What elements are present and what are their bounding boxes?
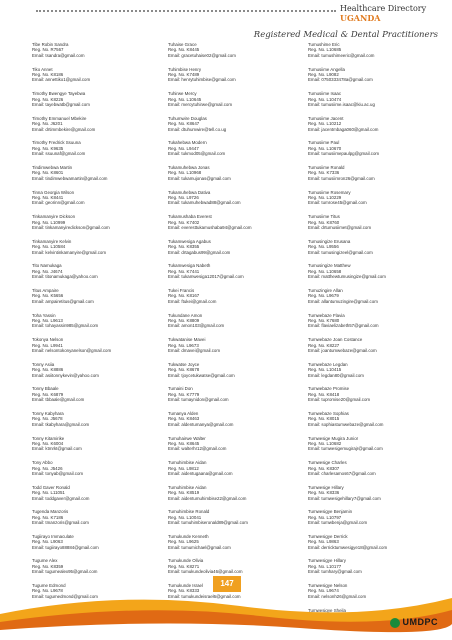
- registration-number: Reg. No. K5656: [32, 293, 64, 299]
- practitioner-email: Email: tumukundeolivia46@gmail.com: [168, 569, 243, 575]
- registration-number: Reg. No. L9679: [308, 293, 339, 299]
- registration-number: Reg. No. L10797: [308, 514, 342, 520]
- practitioner-entry: [308, 436, 448, 461]
- registration-number: Reg. No. K8647: [168, 121, 200, 127]
- practitioner-email: Email: tumhary@gmail.com: [308, 569, 362, 575]
- page-header: [0, 0, 452, 24]
- registration-number: Reg. No. K8886: [32, 367, 64, 373]
- practitioner-name: Tumusiime Rosemary: [308, 189, 351, 195]
- practitioner-email: Email: tinkamanyiredickson@gmail.com: [32, 224, 110, 230]
- practitioner-entry: [308, 42, 448, 67]
- practitioner-email: Email: jacentmbaga060@gmail.com: [308, 126, 379, 132]
- practitioner-name: Tiko Annet: [32, 66, 53, 72]
- practitioner-email: Email: tsandra@gmail.com: [32, 52, 85, 58]
- practitioner-email: Email: nelsontokonyanelson@gmail.com: [32, 347, 112, 353]
- registration-number: Reg. No. L9673: [168, 342, 199, 348]
- practitioner-email: Email: titonamukaga@yahoo.com: [32, 274, 98, 280]
- practitioner-name: Tugenda Manzoris: [32, 509, 69, 515]
- practitioner-name: Tumusiime Paul: [308, 140, 340, 146]
- practitioner-email: Email: tbbaale@gmail.com: [32, 397, 85, 403]
- directory-title-highlight: UGANDA: [340, 13, 381, 23]
- practitioner-entry: [32, 386, 172, 411]
- practitioner-email: Email: tonyab@gmail.com: [32, 470, 84, 476]
- practitioner-entry: [308, 411, 448, 436]
- registration-number: Reg. No. L9447: [168, 145, 199, 151]
- registration-number: Reg. No. K8760: [308, 219, 340, 225]
- practitioner-email: Email: georinn@gmail.com: [32, 200, 85, 206]
- practitioner-email: Email: tindimwebwamartin@gmail.com: [32, 175, 108, 181]
- practitioner-email: Email: tumaynidon@gmail.com: [168, 397, 229, 403]
- practitioner-name: Tumwesigye Derrick: [308, 533, 348, 539]
- practitioner-email: Email: tumusiimron26@gmail.com: [308, 175, 375, 181]
- practitioner-email: Email: tugiirayo88884@gmail.com: [32, 544, 99, 550]
- practitioner-entry: [308, 534, 448, 559]
- practitioner-name: Tumwesige Hillary: [308, 484, 344, 490]
- practitioner-name: Tugume Alex: [32, 558, 58, 564]
- practitioner-entry: [168, 485, 308, 510]
- practitioner-name: Tukwatanise Mavei: [168, 337, 206, 343]
- practitioner-name: Tukamwesiga Nabeth: [168, 263, 211, 269]
- practitioner-name: Tuhaise Grace: [168, 42, 197, 47]
- umdpc-emblem-icon: [390, 618, 400, 628]
- practitioner-name: Tumusiime Ronald: [308, 164, 345, 170]
- practitioner-name: Tumwesigye Sheila: [308, 607, 346, 613]
- practitioner-name: Tony Abbo: [32, 460, 53, 466]
- practitioner-name: Tumwesige Mugira Junior: [308, 435, 359, 441]
- practitioner-name: Tukamuhebwa Dativa: [168, 189, 211, 195]
- practitioner-name: Tumwebaze Joan Costance: [308, 337, 363, 343]
- registration-number: Reg. No. K8445: [168, 47, 200, 53]
- practitioner-entry: [168, 362, 308, 387]
- registration-number: Reg. No. K8227: [308, 342, 340, 348]
- practitioner-entry: [32, 362, 172, 387]
- registration-number: Reg. No. J6201: [32, 121, 63, 127]
- registration-number: Reg. No. L10658: [308, 268, 342, 274]
- practitioner-name: Tinkamanyire Kelvin: [32, 238, 72, 244]
- practitioner-email: Email: drtumusiimet@gmail.com: [308, 224, 372, 230]
- practitioner-name: Tinna Georgia Wilson: [32, 189, 75, 195]
- practitioner-name: Tumuhimbise Aidan: [168, 484, 207, 490]
- practitioner-email: Email: matthewtumusingize@gmail.com: [308, 274, 386, 280]
- practitioner-name: Tumusiime Angella: [308, 66, 345, 72]
- registration-number: Reg. No. K8418: [308, 391, 340, 397]
- practitioner-entry: [168, 534, 308, 559]
- practitioner-name: Titus Ampaire: [32, 287, 59, 293]
- registration-number: Reg. No. K8601: [32, 170, 64, 176]
- practitioner-name: Tumushime Eric: [308, 42, 340, 47]
- registration-number: Reg. No. L10682: [308, 440, 342, 446]
- practitioner-entry: [168, 214, 308, 239]
- registration-number: Reg. No. L9625: [168, 539, 199, 545]
- registration-number: Reg. No. K8441: [32, 194, 64, 200]
- practitioner-name: Tumwebaze Legdan: [308, 361, 348, 367]
- practitioner-email: Email: kelvintinkamanyire@gmail.com: [32, 249, 106, 255]
- practitioner-email: Email: henrytuhimbise@gmail.com: [168, 77, 236, 83]
- practitioner-email: Email: tukamuhebwad88@gmail.com: [168, 200, 241, 206]
- registration-number: Reg. No. K8678: [168, 367, 200, 373]
- practitioner-entry: [32, 313, 172, 338]
- registration-number: Reg. No. L9863: [308, 539, 339, 545]
- practitioner-name: Tukwatse Joyce: [168, 361, 200, 367]
- practitioner-email: Email: annettiko1@gmail.com: [32, 77, 91, 83]
- practitioner-name: Tumusiime Jacent: [308, 115, 344, 121]
- registration-number: Reg. No. L9674: [308, 588, 339, 594]
- registration-number: Reg. No. K9635: [32, 145, 64, 151]
- practitioner-email: Email: charlesamos67@gmail.com: [308, 470, 376, 476]
- practitioner-entry: [168, 67, 308, 92]
- practitioner-entry: [168, 190, 308, 215]
- practitioner-entry: [308, 460, 448, 485]
- practitioner-entry: [168, 140, 308, 165]
- practitioner-name: Tuhumwire Douglas: [168, 115, 207, 121]
- practitioner-name: Tumwesigye Hillary: [308, 558, 346, 564]
- practitioner-email: Email: drtimmbekire@gmail.com: [32, 126, 96, 132]
- practitioner-name: Tonny Asiia: [32, 361, 55, 367]
- practitioner-entry: [168, 165, 308, 190]
- practitioner-email: Email: tohayassin985@gmail.com: [32, 323, 99, 329]
- practitioner-email: Email: tumusingizeel@gmail.com: [308, 249, 373, 255]
- footer-logo: [390, 617, 439, 628]
- registration-number: Reg. No. L10999: [32, 219, 66, 225]
- practitioner-email: Email: ampairetitus@gmail.com: [32, 298, 94, 304]
- practitioner-email: Email: allantumuzingire@gmail.com: [308, 298, 378, 304]
- practitioner-email: Email: tukmod05@gmail.com: [168, 151, 226, 157]
- practitioner-entry: [308, 239, 448, 264]
- registration-number: Reg. No. L9812: [168, 465, 199, 471]
- practitioner-email: Email: ktmrkt@gmail.com: [32, 446, 82, 452]
- registration-number: Reg. No. K8307: [308, 465, 340, 471]
- practitioner-name: Tumanya Alden: [168, 410, 199, 416]
- practitioner-name: Toha Yassin: [32, 312, 56, 318]
- page-number: 147: [213, 576, 241, 592]
- registration-number: Reg. No. K8809: [168, 317, 200, 323]
- practitioner-entry: [308, 337, 448, 362]
- practitioner-entry: [168, 436, 308, 461]
- footer-wave: [0, 584, 452, 640]
- practitioner-entry: [168, 42, 308, 67]
- practitioner-email: Email: aldentumanya@gmail.com: [168, 421, 234, 427]
- registration-number: Reg. No. K8519: [168, 490, 200, 496]
- practitioner-email: Email: dmavei@gmail.com: [168, 347, 221, 353]
- registration-number: Reg. No. K6004: [32, 440, 64, 446]
- practitioner-entry: [308, 558, 448, 583]
- practitioner-email: Email: walterhr12@gmail.com: [168, 446, 227, 452]
- registration-number: Reg. No. L9556: [308, 244, 339, 250]
- practitioner-email: Email: asiitonnykevin@yahoo.com: [32, 372, 99, 378]
- registration-number: Reg. No. L11051: [32, 490, 65, 496]
- practitioner-name: Tumuhimbise Ronald: [168, 509, 210, 515]
- practitioner-name: Tumusiime Titus: [308, 214, 340, 220]
- registration-number: Reg. No. L10212: [308, 121, 342, 127]
- practitioner-entry: [168, 386, 308, 411]
- practitioner-email: Email: drtagabus99@gmail.com: [168, 249, 231, 255]
- practitioner-entry: [308, 263, 448, 288]
- practitioner-entry: [32, 460, 172, 485]
- practitioner-name: Timothy Bwengye Tayebwa: [32, 91, 86, 97]
- practitioner-email: Email: nelsonh26@gmail.com: [308, 593, 367, 599]
- registration-number: Reg. No. K8333: [168, 588, 200, 594]
- practitioner-entry: [32, 411, 172, 436]
- registration-number: Reg. No. R7567: [32, 47, 64, 53]
- practitioner-name: Tibe Robin Sandra: [32, 42, 69, 47]
- registration-number: Reg. No. K7680: [308, 317, 340, 323]
- registration-number: Reg. No. K8463: [168, 416, 200, 422]
- registration-number: Reg. No. L10968: [168, 170, 202, 176]
- practitioner-entry: [32, 214, 172, 239]
- practitioner-email: Email: tmanzoris@gmail.com: [32, 520, 89, 526]
- practitioner-entry: [308, 190, 448, 215]
- practitioner-entry: [168, 460, 308, 485]
- practitioner-entry: [32, 116, 172, 141]
- registration-number: Reg. No. L9063: [32, 539, 63, 545]
- practitioner-entry: [308, 116, 448, 141]
- practitioner-entry: [168, 263, 308, 288]
- practitioner-entry: [308, 362, 448, 387]
- practitioner-entry: [32, 436, 172, 461]
- practitioner-email: Email: aidentumuhimbise22@gmail.com: [168, 495, 247, 501]
- practitioner-entry: [32, 165, 172, 190]
- practitioner-email: Email: legdan80@gmail.com: [308, 372, 364, 378]
- registration-number: Reg. No. L10229: [308, 194, 342, 200]
- practitioner-email: Email: tumwbenja@gmail.com: [308, 520, 368, 526]
- practitioner-entry: [32, 534, 172, 559]
- registration-number: Reg. No. K7489: [168, 72, 200, 77]
- practitioner-email: Email: mercytuhirwe@gmail.com: [168, 102, 232, 107]
- registration-number: Reg. No. J4674: [32, 268, 63, 274]
- practitioner-email: Email: sophiastumwebaze@gmail.com: [308, 421, 384, 427]
- registration-number: Reg. No. K7186: [32, 514, 64, 520]
- practitioner-email: Email: aidentugaana@gmail.com: [168, 470, 233, 476]
- practitioner-email: Email: tukamwesiga12017@gmail.com: [168, 274, 244, 280]
- practitioner-entry: [168, 337, 308, 362]
- registration-number: Reg. No. L9941: [32, 342, 63, 348]
- practitioner-entry: [32, 140, 172, 165]
- practitioner-email: Email: tumwesigehillary7@gmail.com: [308, 495, 381, 501]
- practitioner-entry: [308, 509, 448, 534]
- practitioner-entry: [308, 386, 448, 411]
- practitioner-column-2: [168, 42, 308, 632]
- practitioner-entry: [32, 263, 172, 288]
- directory-title-prefix: Healthcare Directory: [340, 4, 427, 13]
- registration-number: Reg. No. L10584: [32, 244, 66, 250]
- practitioner-email: Email: tugumedmond@gmail.com: [32, 593, 98, 599]
- practitioner-name: Tumukunde Kenneth: [168, 533, 209, 539]
- practitioner-entry: [168, 509, 308, 534]
- practitioner-name: Tumwesigye Nelson: [308, 583, 348, 589]
- registration-number: Reg. No. L10415: [308, 367, 342, 373]
- registration-number: Reg. No. L10670: [308, 145, 342, 151]
- practitioner-email: Email: tumrose45@gmail.com: [308, 200, 367, 206]
- practitioner-email: Email: tumukundeisrael6@gmail.com: [168, 593, 241, 599]
- registration-number: Reg. No. L10685: [308, 47, 342, 53]
- practitioner-name: Tukamuhebwa Jonas: [168, 164, 210, 170]
- practitioner-entry: [32, 509, 172, 534]
- practitioner-entry: [168, 313, 308, 338]
- practitioner-name: Tugiirayo Immaculate: [32, 533, 74, 539]
- registration-number: Reg. No. L9726: [168, 194, 199, 200]
- registration-number: Reg. No. L10474: [308, 96, 342, 102]
- practitioner-entry: [32, 67, 172, 92]
- practitioner-entry: [32, 239, 172, 264]
- practitioner-name: Tumusiime Isaac: [308, 91, 342, 97]
- header-dotted-line: [36, 10, 336, 12]
- practitioner-email: Email: amon103@gmail.com: [168, 323, 225, 329]
- practitioner-name: Tuhimbise Henry: [168, 66, 202, 72]
- practitioner-name: Tumuhairwe Walter: [168, 435, 206, 441]
- practitioner-email: Email: tumusiimepaulpg@gmail.com: [308, 151, 380, 157]
- practitioner-name: Tukamwesiga Agabus: [168, 238, 211, 244]
- practitioner-email: Email: gracetuhaise02@gmail.com: [168, 52, 236, 58]
- registration-number: Reg. No. K7779: [168, 391, 200, 397]
- practitioner-email: Email: tjoycetukwatse@gmail.com: [168, 372, 235, 378]
- practitioner-name: Tukahebwa Modern: [168, 140, 207, 146]
- registration-number: Reg. No. K8336: [308, 490, 340, 496]
- practitioner-email: Email: dtuhumwire@tell.co.ug: [168, 126, 227, 132]
- practitioner-entry: [32, 190, 172, 215]
- registration-number: Reg. No. K8015: [308, 416, 340, 422]
- practitioner-name: Tonny Kabyhara: [32, 410, 64, 416]
- practitioner-email: Email: ssuunaf@gmail.com: [32, 151, 86, 157]
- registration-number: Reg. No. L9613: [32, 317, 63, 323]
- practitioner-email: Email: tugumealex95@gmail.com: [32, 569, 98, 575]
- practitioner-name: Tumuhimbise Aidan: [168, 460, 207, 466]
- practitioner-entry: [308, 165, 448, 190]
- practitioner-email: Email: tukamujonas@gmail.com: [168, 175, 231, 181]
- practitioner-entry: [168, 91, 308, 116]
- practitioner-entry: [168, 411, 308, 436]
- practitioner-name: Tonny Bbaale: [32, 386, 59, 392]
- practitioner-entry: [32, 485, 172, 510]
- practitioner-name: Tukundane Amon: [168, 312, 203, 318]
- practitioner-name: Timothy Fredrick Ssuuna: [32, 140, 81, 146]
- registration-number: Reg. No. L10645: [168, 96, 202, 102]
- practitioner-name: Tumukunde Olivia: [168, 558, 204, 564]
- practitioner-email: Email: everesttukamushaba94@gmail.com: [168, 224, 252, 230]
- practitioner-email: Email: joantumwebaze@gmail.com: [308, 347, 377, 353]
- practitioner-email: Email: tayebwatb@gmail.com: [32, 102, 90, 107]
- registration-number: Reg. No. L10041: [168, 514, 202, 520]
- practitioner-email: Email: tumwesigemugirajr@gmail.com: [308, 446, 383, 452]
- practitioner-entry: [308, 485, 448, 510]
- registration-number: Reg. No. L10177: [308, 563, 342, 569]
- practitioner-column-1: [32, 42, 172, 632]
- registration-number: Reg. No. K7402: [168, 219, 200, 225]
- practitioner-email: Email: tumumichael@gmail.com: [168, 544, 231, 550]
- practitioner-entry: [32, 288, 172, 313]
- practitioner-entry: [308, 288, 448, 313]
- practitioner-name: Tumwebaze Promise: [308, 386, 350, 392]
- practitioner-name: Tukei Francis: [168, 287, 195, 293]
- practitioner-name: Tokonya Nelson: [32, 337, 64, 343]
- practitioner-entry: [168, 239, 308, 264]
- practitioner-name: Timothy Emmanuel Mbekire: [32, 115, 87, 121]
- practitioner-entry: [32, 91, 172, 116]
- practitioner-name: Tumusingize Matthew: [308, 263, 351, 269]
- practitioner-entry: [308, 91, 448, 116]
- practitioner-name: Tumusingize Erusana: [308, 238, 351, 244]
- practitioner-email: Email: flaviaelizabeth57@gmail.com: [308, 323, 379, 329]
- registration-number: Reg. No. K8186: [32, 72, 64, 77]
- practitioner-name: Tuhirwe Mercy: [168, 91, 197, 97]
- practitioner-email: Email: tupromise20@gmail.com: [308, 397, 371, 403]
- practitioner-name: Tindimwebwa Martin: [32, 164, 73, 170]
- registration-number: Reg. No. K8167: [168, 293, 200, 299]
- registration-number: Reg. No. J5426: [32, 465, 63, 471]
- practitioner-name: Tugume Edmond: [32, 583, 66, 589]
- practitioner-email: Email: toddgaver@gmail.com: [32, 495, 90, 501]
- practitioner-email: Email: ftukei@gmail.com: [168, 298, 217, 304]
- registration-number: Reg. No. K7336: [308, 170, 340, 176]
- practitioner-email: Email: tumuhimbiseronald89@gmail.com: [168, 520, 248, 526]
- practitioner-email: Email: tkabyhara@gmail.com: [32, 421, 90, 427]
- practitioner-email: Email: 0750333478a@gmail.com: [308, 77, 373, 83]
- practitioner-name: Tinkamanyire Dickson: [32, 214, 76, 220]
- registration-number: Reg. No. J5678: [32, 416, 63, 422]
- practitioner-email: Email: tumushimeeric@gmail.com: [308, 52, 375, 58]
- registration-number: Reg. No. K8355: [168, 244, 200, 250]
- practitioner-name: Tonny Kitamirike: [32, 435, 65, 441]
- footer-logo-text: UMDPC: [402, 617, 438, 628]
- practitioner-entry: [308, 214, 448, 239]
- practitioner-entry: [308, 67, 448, 92]
- practitioner-name: Tumwesigye Benjamin: [308, 509, 353, 515]
- practitioner-name: Tumwebaze Flavia: [308, 312, 345, 318]
- practitioner-name: Todd Gaver Ronald: [32, 484, 70, 490]
- practitioner-name: Tumaini Don: [168, 386, 193, 392]
- section-title: Registered Medical & Dental Practitioners: [253, 30, 438, 40]
- practitioner-entry: [308, 313, 448, 338]
- practitioner-name: Tumwebaze Sophias: [308, 410, 349, 416]
- registration-number: Reg. No. L9678: [32, 588, 63, 594]
- practitioner-name: Tumuzingire Allan: [308, 287, 343, 293]
- registration-number: Reg. No. K7441: [168, 268, 200, 274]
- registration-number: Reg. No. K8226: [32, 96, 64, 102]
- registration-number: Reg. No. K8271: [168, 563, 200, 569]
- registration-number: Reg. No. K8359: [32, 563, 64, 569]
- practitioner-entry: [308, 140, 448, 165]
- registration-number: Reg. No. K6879: [32, 391, 64, 397]
- practitioner-name: Tumwesige Charles: [308, 460, 347, 466]
- practitioner-entry: [32, 558, 172, 583]
- practitioner-email: Email: derricktumwesigye18@gmail.com: [308, 544, 388, 550]
- practitioner-name: Tukamushaba Everest: [168, 214, 212, 220]
- registration-number: Reg. No. K8645: [168, 440, 200, 446]
- practitioner-email: Email: tumusiime.isaac@kiu.ac.ug: [308, 102, 375, 107]
- practitioner-entry: [168, 116, 308, 141]
- practitioner-entry: [168, 288, 308, 313]
- registration-number: Reg. No. L9082: [308, 72, 339, 77]
- directory-title: [340, 4, 452, 23]
- practitioner-entry: [32, 42, 172, 67]
- practitioner-entry: [32, 337, 172, 362]
- practitioner-name: Tumukunde Israel: [168, 583, 203, 589]
- practitioner-column-3: [308, 42, 448, 632]
- practitioner-name: Tito Namukaga: [32, 263, 62, 269]
